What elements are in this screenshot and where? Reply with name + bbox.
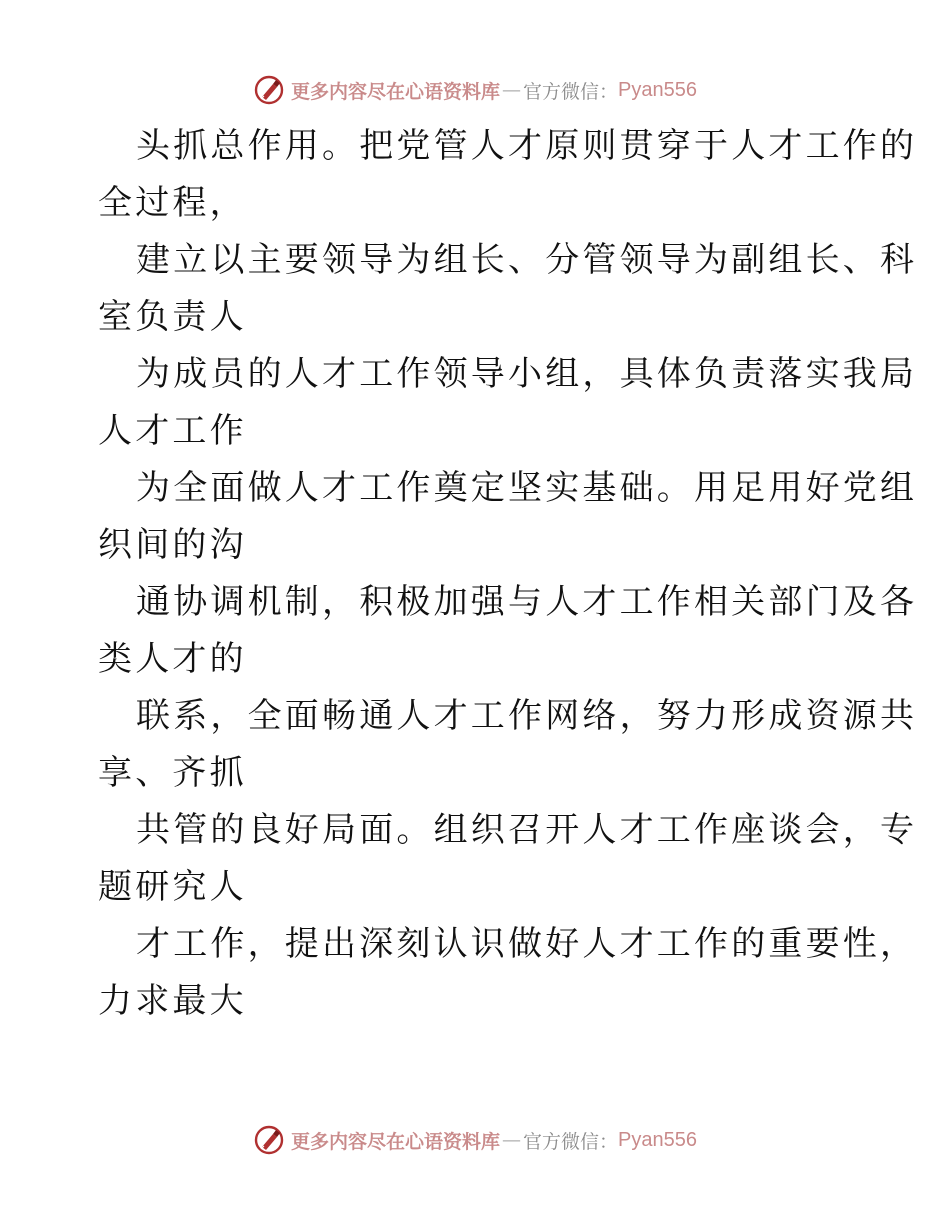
paragraph-8-line-2: 力求最大 bbox=[98, 981, 247, 1021]
paragraph-4-line-2: 织间的沟 bbox=[98, 525, 247, 565]
footer-banner bbox=[0, 1120, 950, 1160]
paragraph-7-line-1: 共管的良好局面。组织召开人才工作座谈会，专 bbox=[136, 810, 918, 850]
paragraph-1 bbox=[98, 118, 918, 232]
header-site-text: 更多内容尽在心语资料库 bbox=[291, 80, 501, 103]
paragraph-4 bbox=[98, 460, 918, 574]
paragraph-5-line-1: 通协调机制，积极加强与人才工作相关部门及各 bbox=[136, 582, 918, 622]
paragraph-5-line-2: 类人才的 bbox=[98, 639, 247, 679]
pen-nib-logo-icon bbox=[253, 74, 285, 106]
header-wechat-label: 官方微信： bbox=[523, 80, 619, 103]
paragraph-2-line-2: 室负责人 bbox=[98, 297, 247, 337]
paragraph-7-line-2: 题研究人 bbox=[98, 867, 247, 907]
paragraph-6-line-1: 联系，全面畅通人才工作网络，努力形成资源共 bbox=[136, 696, 918, 736]
paragraph-8-line-1: 才工作，提出深刻认识做好人才工作的重要性， bbox=[136, 924, 918, 964]
footer-wechat-label: 官方微信： bbox=[523, 1130, 619, 1153]
paragraph-8 bbox=[98, 916, 918, 1030]
paragraph-3-line-1: 为成员的人才工作领导小组，具体负责落实我局 bbox=[136, 354, 918, 394]
paragraph-2 bbox=[98, 232, 918, 346]
paragraph-3 bbox=[98, 346, 918, 460]
document-body bbox=[98, 118, 918, 1030]
footer-wechat-id: Pyan556 bbox=[618, 1128, 697, 1151]
paragraph-5 bbox=[98, 574, 918, 688]
paragraph-7 bbox=[98, 802, 918, 916]
footer-separator: — bbox=[502, 1129, 522, 1151]
paragraph-4-line-1: 为全面做人才工作奠定坚实基础。用足用好党组 bbox=[136, 468, 918, 508]
paragraph-6 bbox=[98, 688, 918, 802]
footer-site-text: 更多内容尽在心语资料库 bbox=[291, 1130, 501, 1153]
paragraph-2-line-1: 建立以主要领导为组长、分管领导为副组长、科 bbox=[136, 240, 918, 280]
paragraph-3-line-2: 人才工作 bbox=[98, 411, 247, 451]
header-wechat-id: Pyan556 bbox=[618, 78, 697, 101]
paragraph-1-line-2: 全过程， bbox=[98, 183, 247, 223]
paragraph-6-line-2: 享、齐抓 bbox=[98, 753, 247, 793]
header-banner bbox=[0, 70, 950, 110]
paragraph-1-line-1: 头抓总作用。把党管人才原则贯穿于人才工作的 bbox=[136, 126, 918, 166]
header-separator: — bbox=[502, 79, 522, 101]
pen-nib-logo-icon bbox=[253, 1124, 285, 1156]
